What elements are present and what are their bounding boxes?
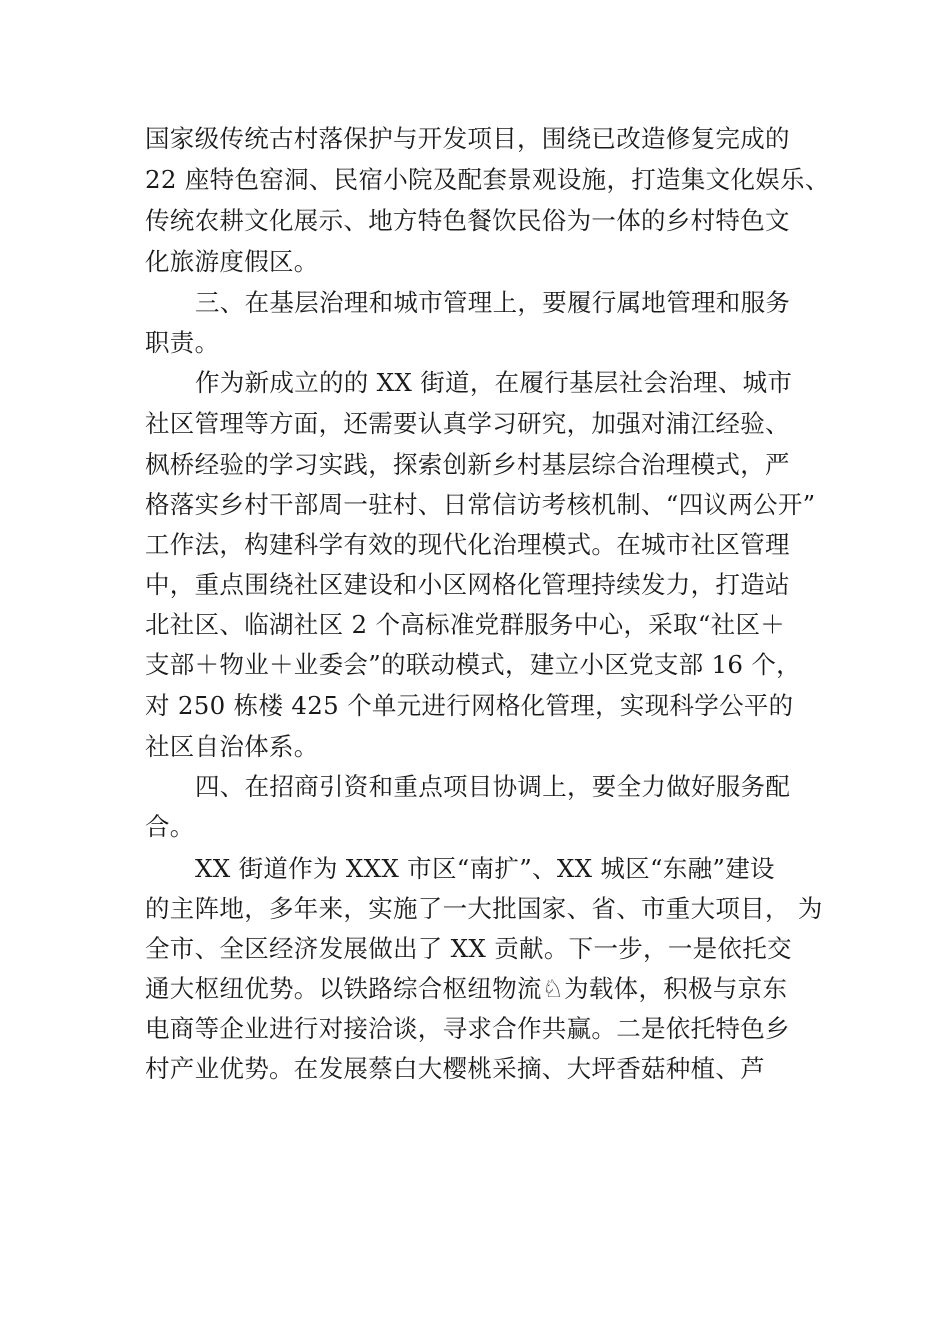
text-line: 社区自治体系。 [145,732,319,761]
text-line: 枫桥经验的学习实践，探索创新乡村基层综合治理模式，严 [145,450,790,479]
text-line: 的主阵地，多年来，实施了一大批国家、省、市重大项目， 为 [145,894,823,923]
section-heading-line: 职责。 [145,328,220,357]
text-line: 国家级传统古村落保护与开发项目，围绕已改造修复完成的 [145,124,790,153]
text-line: 支部＋物业＋业委会”的联动模式，建立小区党支部 16 个， [145,650,801,679]
text-line: 传统农耕文化展示、地方特色餐饮民俗为一体的乡村特色文 [145,206,790,235]
text-line: 通大枢纽优势。以铁路综合枢纽物流♘为载体，积极与京东 [145,974,788,1003]
text-line: 电商等企业进行对接洽谈，寻求合作共赢。二是依托特色乡 [145,1014,790,1043]
text-line: 对 250 栋楼 425 个单元进行网格化管理，实现科学公平的 [145,691,794,720]
text-line: 社区管理等方面，还需要认真学习研究，加强对浦江经验、 [145,409,790,438]
text-line: 村产业优势。在发展蔡白大樱桃采摘、大坪香菇种植、芦 [145,1054,765,1083]
text-line: 格落实乡村干部周一驻村、日常信访考核机制、“四议两公开” [145,490,816,519]
text-line: 化旅游度假区。 [145,247,319,276]
text-line: 中，重点围绕社区建设和小区网格化管理持续发力，打造站 [145,570,790,599]
text-line: 22 座特色窑洞、民宿小院及配套景观设施，打造集文化娱乐、 [145,165,830,194]
text-line: 北社区、临湖社区 2 个高标准党群服务中心，采取“社区＋ [145,610,786,639]
section-heading-line: 四、在招商引资和重点项目协调上，要全力做好服务配 [195,772,791,801]
text-line: 作为新成立的的 XX 街道，在履行基层社会治理、城市 [195,368,793,397]
section-heading-line: 三、在基层治理和城市管理上，要履行属地管理和服务 [195,288,791,317]
section-heading-line: 合。 [145,812,195,841]
text-line: 全市、全区经济发展做出了 XX 贡献。下一步，一是依托交 [145,934,792,963]
text-line: 工作法，构建科学有效的现代化治理模式。在城市社区管理 [145,530,790,559]
text-line: XX 街道作为 XXX 市区“南扩”、XX 城区“东融”建设 [195,854,775,883]
